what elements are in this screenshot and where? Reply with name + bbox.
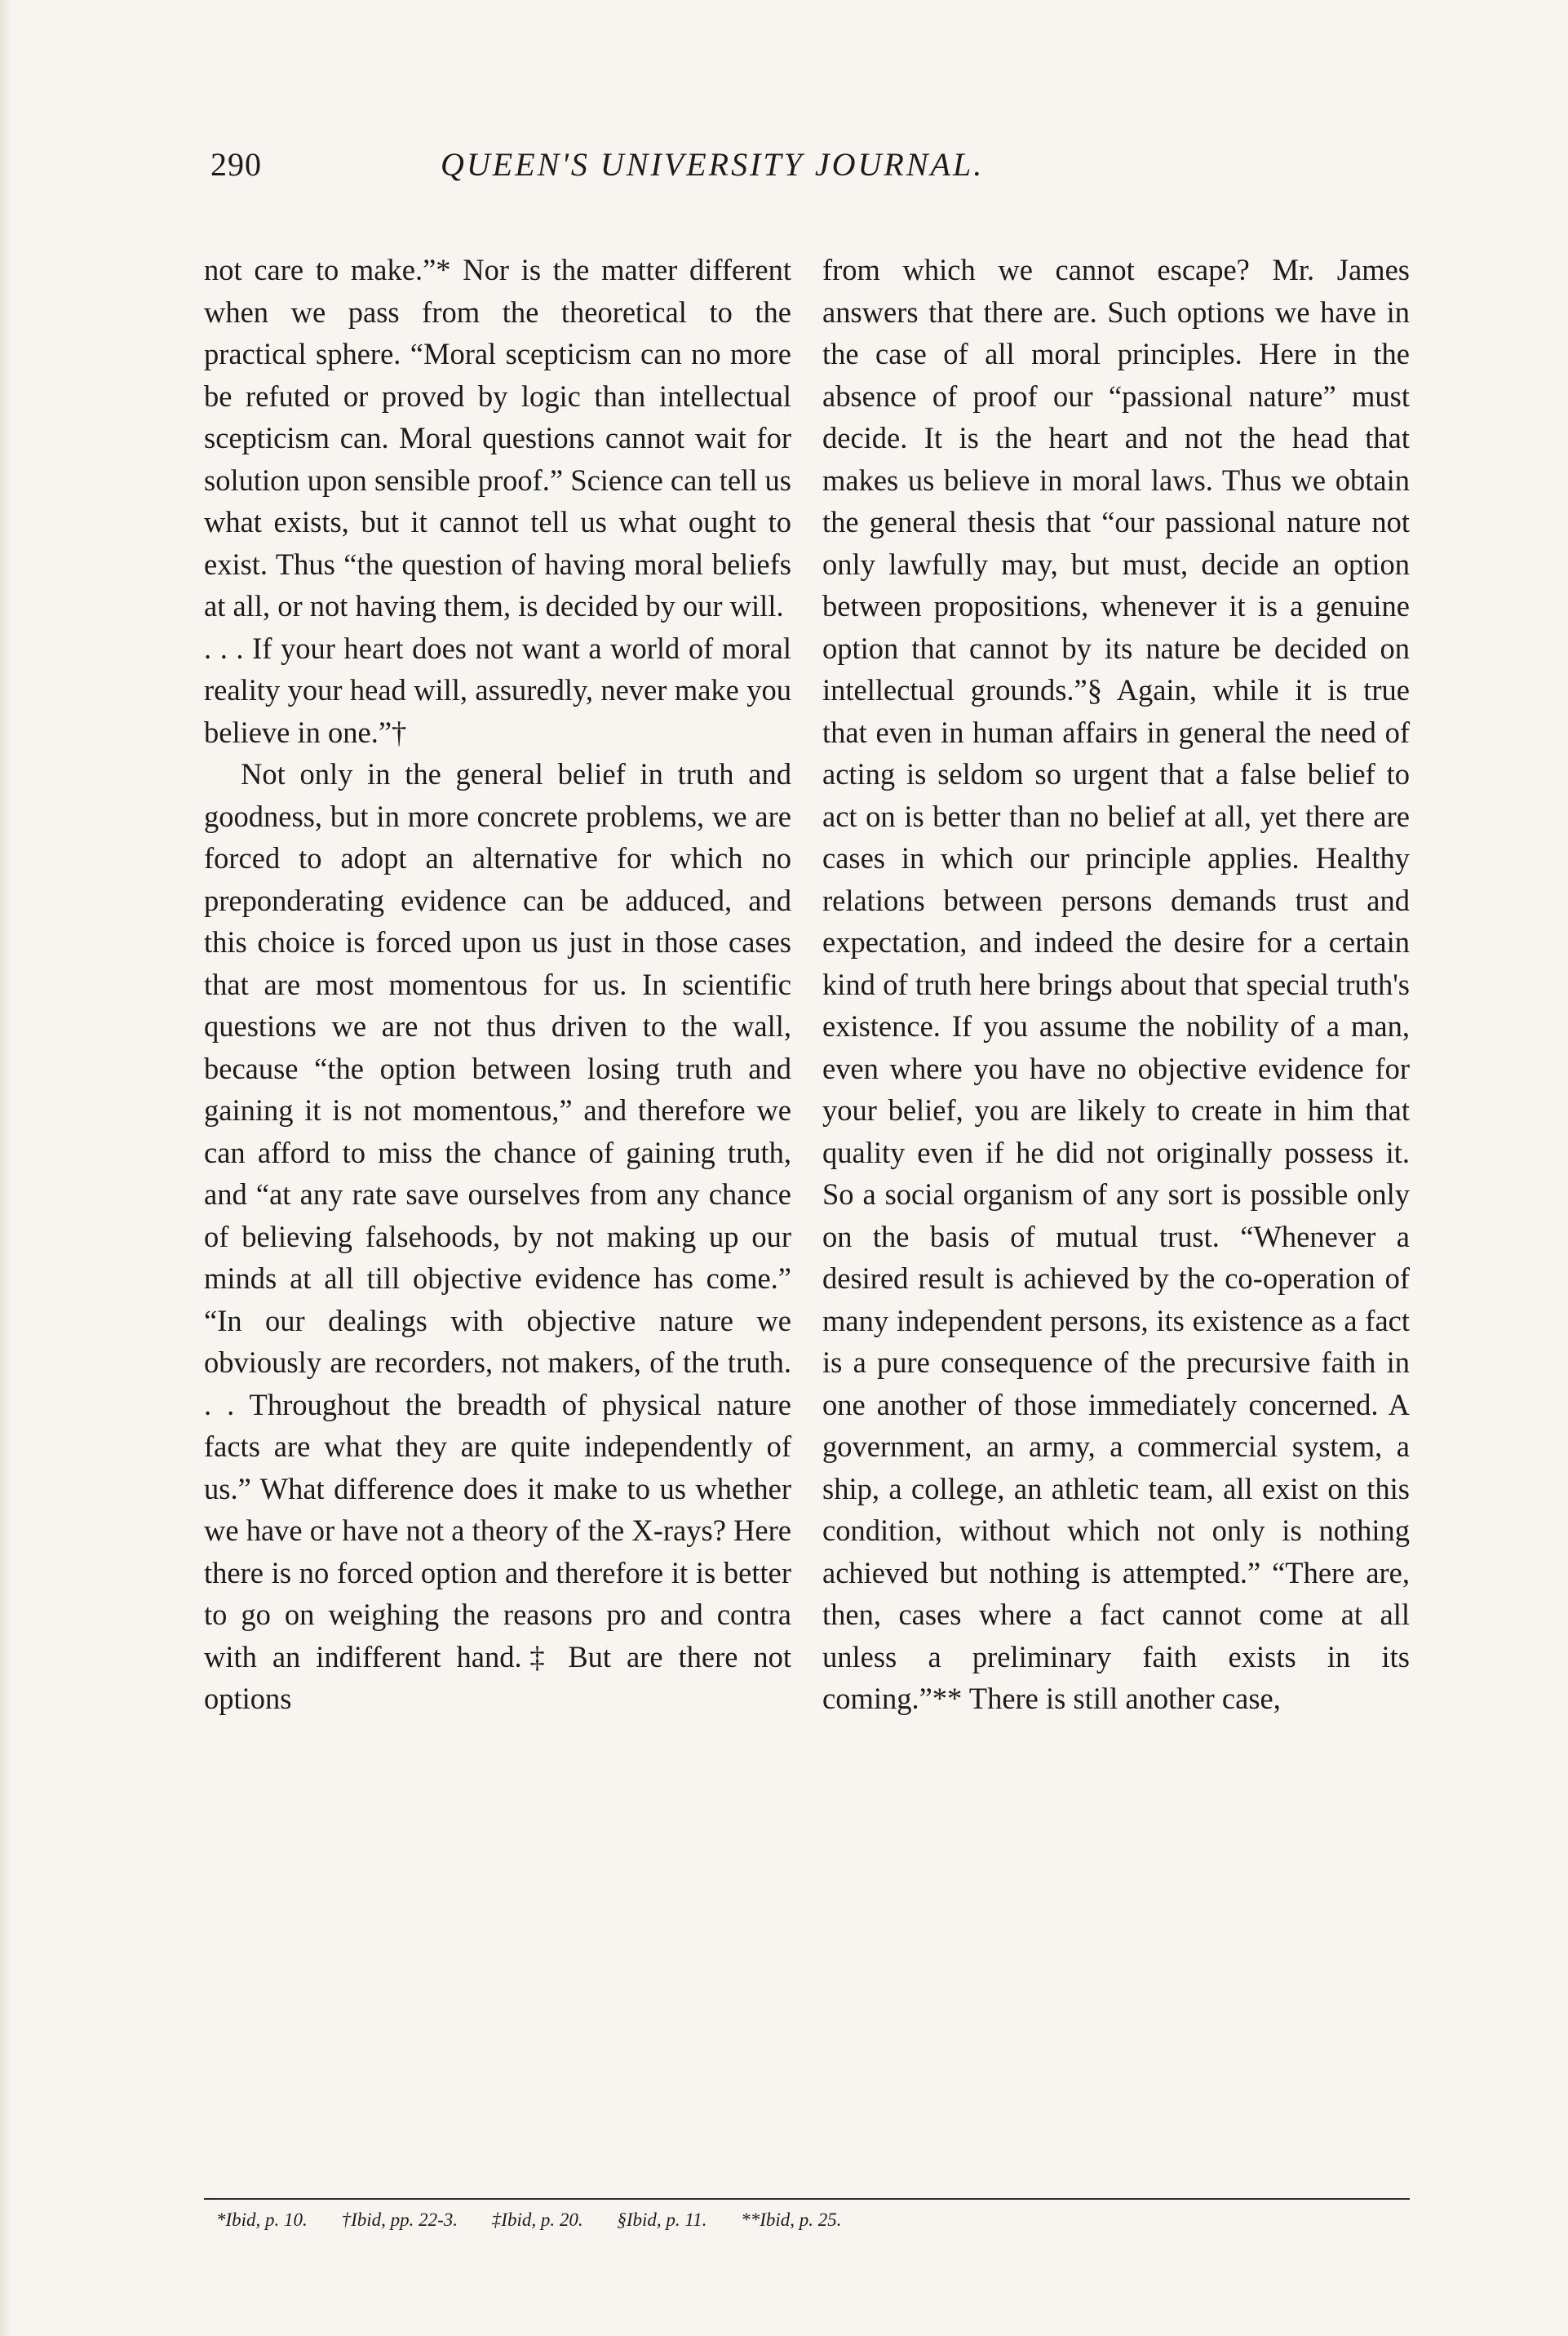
footnote: †Ibid, pp. 22-3. xyxy=(341,2210,458,2230)
paragraph: Not only in the general belief in truth and goodness, but in more concrete problems, we are forced to adopt an alternative for which no preponderating evidence can be adduced, and this choice is forced upon us just in those cases that are most momentous for us. In scientific questions we are not thus driven to the wall, because “the option between losing truth and gaining it is not momentous,” and therefore we can afford to miss the chance of gaining truth, and “at any rate save ourselves from any chance of believing falsehoods, by not making up our minds at all till objective evidence has come.” “In our dealings with objective nature we obviously are recorders, not makers, of the truth. . . Throughout the breadth of physical nature facts are what they are quite independently of us.” What difference does it make to us whether we have or have not a theory of the X-rays? Here there is no forced option and therefore it is better to go on weighing the reasons pro and contra with an indifferent hand.‡ But are there not options xyxy=(204,757,791,1715)
paragraph: not care to make.”* Nor is the matter different when we pass from the theoretical to the practical sphere. “Moral scepticism can no more be refuted or proved by logic than intellectual scepticism can. Moral questions cannot wait for solution upon sensible proof.” Science can tell us what exists, but it cannot tell us what ought to exist. Thus “the question of having moral beliefs at all, or not having them, is decided by our will. xyxy=(204,253,791,623)
footnote: §Ibid, p. 11. xyxy=(617,2210,707,2230)
paragraph: . . . If your heart does not want a world of moral reality your head will, assuredly, never make you believe in one.”† xyxy=(204,631,791,749)
page-number: 290 xyxy=(210,146,262,183)
paragraph: from which we cannot escape? Mr. James answers that there are. Such options we have in the case of all moral principles. Here in the absence of proof our “passional nature” must decide. It is the heart and not the head that makes us believe in moral laws. Thus we obtain the general thesis that “our passional nature not only lawfully may, but must, decide an option between propositions, whenever it is a genuine option that cannot by its nature be decided on intellectual grounds.”§ Again, while it is true that even in human affairs in general the need of acting is seldom so urgent that a false belief to act on is better than no belief at all, yet there are cases in which our principle applies. Healthy relations between persons demands trust and expectation, and indeed the desire for a certain kind of truth here brings about that special truth's existence. If you assume the nobility of a man, even where you have no objective evidence for your belief, you are likely to create in him that quality even if he did not originally possess it. So a social organism of any sort is possible only on the basis of mutual trust. “Whenever a desired result is achieved by the co-operation of many independent persons, its existence as a fact is a pure consequence of the precursive faith in one another of those immediately concerned. A government, an army, a commercial system, a ship, a college, an athletic team, all exist on this condition, without which not only is nothing achieved but nothing is attempted.” “There are, then, cases where a fact cannot come at all unless a preliminary faith exists in its coming.”** There is still another case, xyxy=(822,253,1410,1715)
scan-edge xyxy=(0,0,11,2336)
footnote-rule xyxy=(204,2198,1410,2200)
footnote: *Ibid, p. 10. xyxy=(216,2210,308,2230)
right-column xyxy=(822,249,1410,1720)
running-title: QUEEN'S UNIVERSITY JOURNAL. xyxy=(441,146,985,183)
footnote: **Ibid, p. 25. xyxy=(741,2210,842,2230)
left-column xyxy=(204,249,791,1720)
footnote: ‡Ibid, p. 20. xyxy=(491,2210,583,2230)
footnotes xyxy=(216,2210,1407,2231)
